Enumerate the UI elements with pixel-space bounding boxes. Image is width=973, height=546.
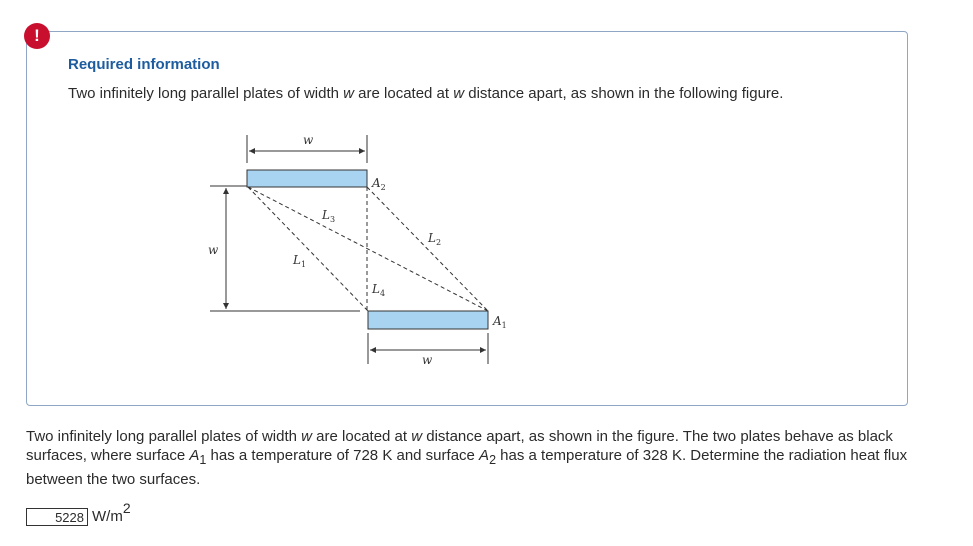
alert-icon: ! <box>24 23 50 49</box>
label-top-width: w <box>303 133 314 147</box>
plate-a1 <box>368 311 488 329</box>
label-a2: A2 <box>372 176 386 192</box>
line-l2 <box>367 187 488 311</box>
label-bottom-width: w <box>422 353 433 367</box>
label-l4: L4 <box>372 282 386 298</box>
label-l2: L2 <box>428 231 442 247</box>
label-l1: L1 <box>293 253 307 269</box>
answer-row <box>26 500 131 526</box>
label-l3: L3 <box>322 208 336 224</box>
required-information-text: Two infinitely long parallel plates of width w are located at w distance apart, as shown in the following figure. <box>68 85 784 102</box>
required-information-title: Required information <box>68 56 220 73</box>
answer-unit: $W/m^2$ <box>92 500 131 525</box>
question-text: Two infinitely long parallel plates of width w are located at w distance apart, as shown in the figure. The two plates behave as black surfaces, where surface $A_1$ has a temperature of 728 K and surface $A_2$ has a temperature of 328 K. Determine the radiation heat flux between the two surfaces. <box>26 428 908 488</box>
plate-a2 <box>247 170 367 187</box>
line-l1 <box>248 187 368 311</box>
label-a1: A1 <box>493 314 507 330</box>
label-left-width: w <box>208 243 219 257</box>
answer-input[interactable] <box>26 508 88 526</box>
line-l3 <box>248 187 488 311</box>
